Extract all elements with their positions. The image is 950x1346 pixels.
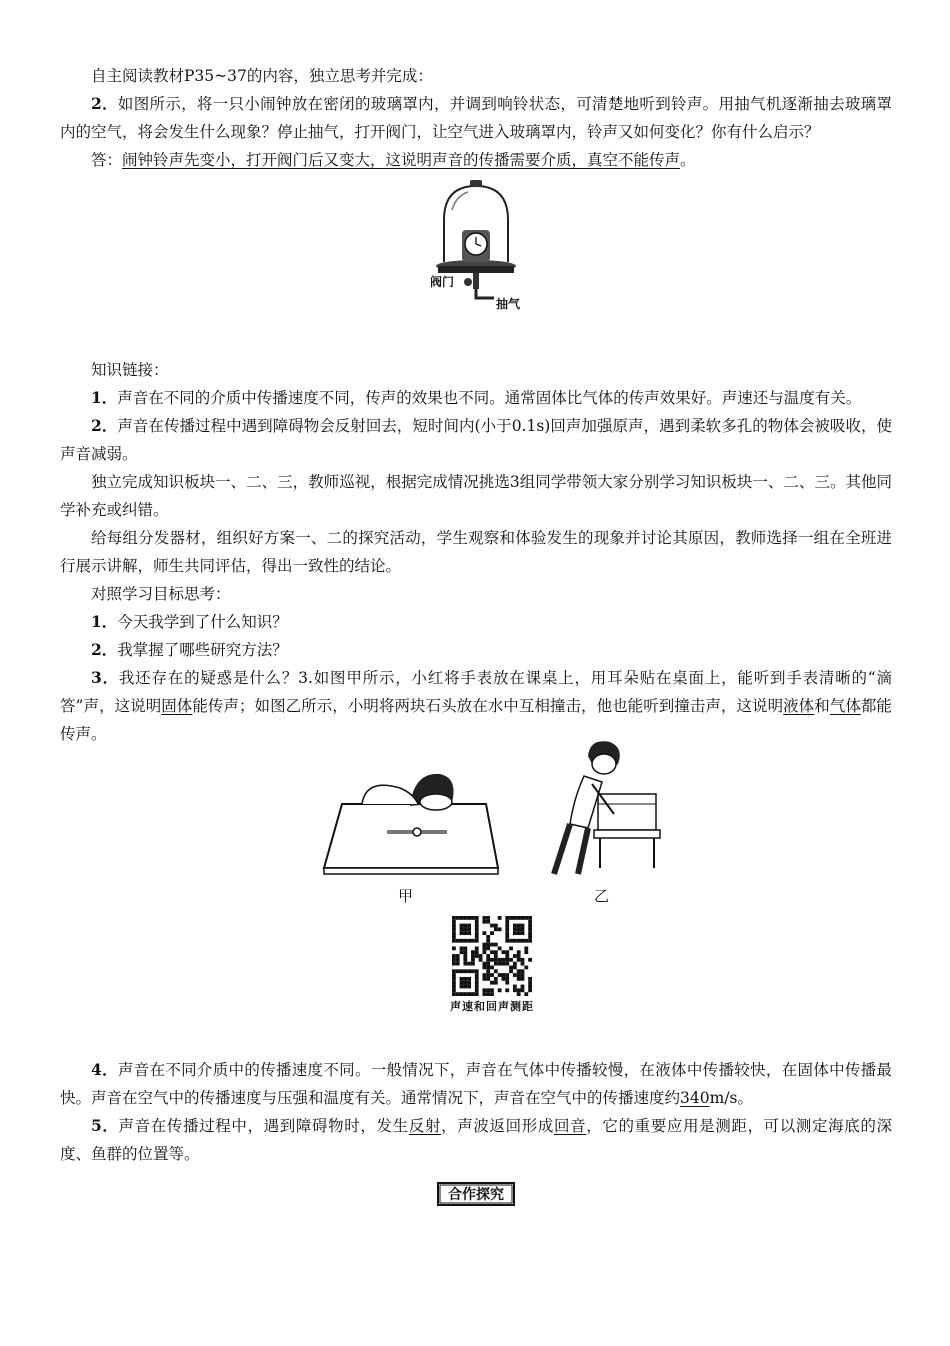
qr-module xyxy=(490,931,494,935)
qr-module xyxy=(463,977,467,981)
qr-module xyxy=(463,962,467,966)
qr-module xyxy=(494,981,498,985)
qr-code[interactable] xyxy=(452,916,532,996)
qr-module xyxy=(452,939,456,943)
qr-module xyxy=(452,981,456,985)
qr-module xyxy=(486,943,490,947)
figure-jia-caption: 甲 xyxy=(398,887,414,905)
qr-module xyxy=(460,916,464,920)
qr-module xyxy=(517,927,521,931)
qr-module xyxy=(486,916,490,920)
qr-module xyxy=(528,931,532,935)
qr-module xyxy=(482,966,486,970)
question-text: m/s。 xyxy=(709,1089,753,1107)
qr-module xyxy=(463,992,467,996)
qr-module xyxy=(490,966,494,970)
qr-module xyxy=(505,977,509,981)
qr-module xyxy=(486,962,490,966)
item-number: 1． xyxy=(91,612,118,631)
qr-module xyxy=(460,981,464,985)
qr-module xyxy=(490,950,494,954)
question-4 xyxy=(60,1056,892,1112)
question-text: 和 xyxy=(814,697,830,715)
qr-module xyxy=(498,946,502,950)
qr-module xyxy=(494,950,498,954)
qr-module xyxy=(509,966,513,970)
knowledge-item-2 xyxy=(60,412,892,468)
qr-module xyxy=(521,939,525,943)
question-number: 5． xyxy=(91,1116,119,1135)
qr-module xyxy=(452,954,456,958)
qr-module xyxy=(463,950,467,954)
answer-blank: 固体 xyxy=(161,697,193,715)
qr-module xyxy=(524,946,528,950)
qr-module xyxy=(482,962,486,966)
qr-module xyxy=(471,950,475,954)
qr-module xyxy=(528,985,532,989)
question-text: 如图所示，将一只小闹钟放在密闭的玻璃罩内，并调到响铃状态，可清楚地听到铃声。用抽气机逐渐抽去玻璃罩内的空气，将会发生什么现象？停止抽气，打开阀门，让空气进入玻璃罩内，铃声又如何变化？你有什么启示？ xyxy=(60,95,892,141)
qr-module xyxy=(460,992,464,996)
qr-module xyxy=(513,927,517,931)
qr-module xyxy=(486,958,490,962)
qr-module xyxy=(498,916,502,920)
qr-module xyxy=(463,958,467,962)
qr-module xyxy=(494,958,498,962)
qr-module xyxy=(513,924,517,928)
qr-module xyxy=(460,939,464,943)
question-number: 4． xyxy=(91,1060,118,1079)
qr-module xyxy=(528,981,532,985)
item-text: 我掌握了哪些研究方法？ xyxy=(117,641,288,659)
qr-module xyxy=(486,920,490,924)
qr-module xyxy=(502,950,506,954)
qr-module xyxy=(486,946,490,950)
reflect-item-2 xyxy=(60,636,892,664)
qr-module xyxy=(528,939,532,943)
qr-module xyxy=(528,927,532,931)
qr-module xyxy=(486,973,490,977)
qr-module xyxy=(502,958,506,962)
figure-yi-water-tank xyxy=(528,738,670,883)
qr-block xyxy=(60,916,892,1026)
qr-module xyxy=(513,916,517,920)
qr-module xyxy=(467,924,471,928)
question-5 xyxy=(60,1112,892,1168)
qr-module xyxy=(524,939,528,943)
qr-module xyxy=(517,973,521,977)
qr-module xyxy=(505,924,509,928)
qr-module xyxy=(456,962,460,966)
knowledge-heading: 知识链接： xyxy=(91,361,169,379)
item-text: 声音在传播过程中遇到障碍物会反射回去，短时间内(小于0.1s)回声加强原声，遇到柔软多孔的物体会被吸收，使声音减弱。 xyxy=(60,417,893,463)
qr-module xyxy=(460,931,464,935)
qr-module xyxy=(521,924,525,928)
question-text: 声音在传播过程中，遇到障碍物时，发生 xyxy=(118,1117,409,1135)
question-number: 2． xyxy=(91,94,118,113)
question-text: 能传声；如图乙所示，小明将两块石头放在水中互相撞击，他也能听到撞击声，这说明 xyxy=(192,697,784,715)
qr-module xyxy=(463,931,467,935)
qr-module xyxy=(456,954,460,958)
qr-module xyxy=(460,977,464,981)
qr-module xyxy=(490,973,494,977)
qr-module xyxy=(467,916,471,920)
qr-module xyxy=(475,973,479,977)
qr-module xyxy=(463,954,467,958)
qr-module xyxy=(498,962,502,966)
qr-module xyxy=(502,962,506,966)
answer-text: 闹钟铃声先变小，打开阀门后又变大，这说明声音的传播需要介质，真空不能传声 xyxy=(122,151,681,169)
qr-module xyxy=(509,939,513,943)
question-number: 3． xyxy=(91,668,119,687)
qr-module xyxy=(460,927,464,931)
qr-module xyxy=(452,992,456,996)
qr-module xyxy=(467,985,471,989)
question-2 xyxy=(60,90,892,146)
qr-module xyxy=(528,988,532,992)
qr-module xyxy=(471,954,475,958)
qr-module xyxy=(471,958,475,962)
qr-module xyxy=(524,916,528,920)
answer-2 xyxy=(60,146,892,174)
section-badge-cooperative-inquiry xyxy=(437,1182,515,1206)
qr-module xyxy=(475,992,479,996)
qr-module xyxy=(509,969,513,973)
qr-module xyxy=(486,966,490,970)
qr-module xyxy=(456,958,460,962)
qr-module xyxy=(471,992,475,996)
qr-caption: 声速和回声测距 xyxy=(450,1000,534,1013)
qr-module xyxy=(482,977,486,981)
qr-module xyxy=(521,916,525,920)
reflect-item-1 xyxy=(60,608,892,636)
qr-module xyxy=(463,924,467,928)
question-text: 都能传声。 xyxy=(60,697,892,743)
qr-module xyxy=(505,973,509,977)
qr-module xyxy=(490,943,494,947)
item-text: 今天我学到了什么知识？ xyxy=(117,613,288,631)
qr-module xyxy=(528,958,532,962)
question-text: ，声波返回形成 xyxy=(441,1117,554,1135)
qr-module xyxy=(505,954,509,958)
item-number: 2． xyxy=(91,416,118,435)
intro-line: 自主阅读教材P35~37的内容，独立思考并完成： xyxy=(91,67,433,85)
qr-module xyxy=(490,988,494,992)
qr-module xyxy=(517,916,521,920)
item-text: 声音在不同的介质中传播速度不同，传声的效果也不同。通常固体比气体的传声效果好。声速还与温度有关。 xyxy=(117,389,862,407)
qr-module xyxy=(456,916,460,920)
qr-module xyxy=(475,935,479,939)
qr-module xyxy=(475,988,479,992)
qr-module xyxy=(494,962,498,966)
qr-module xyxy=(517,992,521,996)
question-text: 我还存在的疑惑是什么？3.如图甲所示，小红将手表放在课桌上，用耳朵贴在桌面上，能听到手表清晰的“滴答”声，这说明 xyxy=(60,669,892,715)
qr-module xyxy=(467,927,471,931)
qr-module xyxy=(475,977,479,981)
question-3 xyxy=(60,664,892,748)
qr-module xyxy=(509,916,513,920)
qr-module xyxy=(505,920,509,924)
qr-module xyxy=(505,935,509,939)
qr-module xyxy=(471,969,475,973)
qr-module xyxy=(467,992,471,996)
qr-module xyxy=(521,977,525,981)
qr-module xyxy=(486,935,490,939)
paragraph-activity: 给每组分发器材，组织好方案一、二的探究活动，学生观察和体验发生的现象并讨论其原因，教师选择一组在全班进行展示讲解，师生共同评估，得出一致性的结论。 xyxy=(60,529,892,575)
qr-module xyxy=(498,958,502,962)
qr-module xyxy=(494,977,498,981)
qr-module xyxy=(524,950,528,954)
qr-module xyxy=(521,958,525,962)
qr-module xyxy=(482,916,486,920)
qr-module xyxy=(528,920,532,924)
qr-module xyxy=(521,988,525,992)
qr-module xyxy=(479,958,483,962)
section-badge-text: 合作探究 xyxy=(448,1187,504,1203)
qr-module xyxy=(460,946,464,950)
qr-module xyxy=(524,992,528,996)
qr-module xyxy=(517,988,521,992)
qr-module xyxy=(456,992,460,996)
qr-module xyxy=(482,950,486,954)
qr-module xyxy=(521,927,525,931)
qr-module xyxy=(467,981,471,985)
qr-module xyxy=(505,988,509,992)
qr-module xyxy=(505,950,509,954)
qr-module xyxy=(452,969,456,973)
qr-module xyxy=(471,962,475,966)
answer-end: 。 xyxy=(680,151,696,169)
qr-module xyxy=(524,966,528,970)
qr-module xyxy=(505,939,509,943)
qr-module xyxy=(513,954,517,958)
qr-module xyxy=(521,973,525,977)
qr-module xyxy=(513,985,517,989)
qr-module xyxy=(505,962,509,966)
qr-module xyxy=(463,985,467,989)
qr-module xyxy=(498,973,502,977)
qr-module xyxy=(528,916,532,920)
qr-module xyxy=(463,916,467,920)
qr-module xyxy=(452,924,456,928)
qr-module xyxy=(486,969,490,973)
qr-module xyxy=(521,962,525,966)
qr-module xyxy=(452,985,456,989)
qr-module xyxy=(475,924,479,928)
question-text: ，它的重要应用是测距，可以测定海底的深度、鱼群的位置等。 xyxy=(60,1117,892,1163)
qr-module xyxy=(452,946,456,950)
qr-module xyxy=(528,924,532,928)
qr-module xyxy=(452,973,456,977)
qr-module xyxy=(490,958,494,962)
qr-module xyxy=(486,988,490,992)
qr-module xyxy=(494,969,498,973)
qr-module xyxy=(517,954,521,958)
qr-module xyxy=(486,992,490,996)
qr-module xyxy=(467,931,471,935)
sound-experiment-figures xyxy=(60,766,892,906)
qr-module xyxy=(486,954,490,958)
qr-module xyxy=(452,935,456,939)
qr-module xyxy=(509,946,513,950)
qr-module xyxy=(475,954,479,958)
qr-module xyxy=(475,927,479,931)
answer-blank: 气体 xyxy=(829,697,861,715)
qr-module xyxy=(505,916,509,920)
valve-label: 阀门 xyxy=(430,275,455,289)
qr-module xyxy=(475,946,479,950)
qr-module xyxy=(494,954,498,958)
qr-module xyxy=(482,920,486,924)
qr-module xyxy=(475,939,479,943)
qr-module xyxy=(517,924,521,928)
qr-module xyxy=(490,981,494,985)
qr-module xyxy=(452,977,456,981)
qr-module xyxy=(502,973,506,977)
qr-module xyxy=(467,977,471,981)
qr-module xyxy=(452,920,456,924)
qr-module xyxy=(494,943,498,947)
qr-module xyxy=(505,958,509,962)
qr-module xyxy=(498,927,502,931)
qr-module xyxy=(513,931,517,935)
qr-module xyxy=(513,973,517,977)
qr-module xyxy=(463,981,467,985)
qr-module xyxy=(463,939,467,943)
qr-module xyxy=(482,943,486,947)
qr-module xyxy=(490,924,494,928)
qr-module xyxy=(460,924,464,928)
qr-module xyxy=(517,931,521,935)
qr-module xyxy=(475,931,479,935)
qr-module xyxy=(517,977,521,981)
qr-module xyxy=(475,920,479,924)
qr-module xyxy=(482,946,486,950)
qr-module xyxy=(460,985,464,989)
qr-module xyxy=(467,969,471,973)
qr-module xyxy=(505,927,509,931)
qr-module xyxy=(490,992,494,996)
qr-module xyxy=(452,931,456,935)
qr-module xyxy=(456,939,460,943)
paragraph-tasks: 独立完成知识板块一、二、三，教师巡视，根据完成情况挑选3组同学带领大家分别学习知识板块一、二、三。其他同学补充或纠错。 xyxy=(60,473,892,519)
qr-module xyxy=(475,950,479,954)
qr-module xyxy=(505,931,509,935)
qr-module xyxy=(475,981,479,985)
qr-module xyxy=(463,927,467,931)
qr-module xyxy=(486,939,490,943)
qr-module xyxy=(452,962,456,966)
qr-module xyxy=(482,992,486,996)
qr-module xyxy=(513,966,517,970)
qr-module xyxy=(528,935,532,939)
qr-module xyxy=(475,916,479,920)
qr-module xyxy=(486,977,490,981)
pump-label: 抽气 xyxy=(496,297,521,311)
item-number: 2． xyxy=(91,640,118,659)
worksheet-page xyxy=(60,62,892,1206)
qr-module xyxy=(505,981,509,985)
qr-module xyxy=(521,985,525,989)
qr-module xyxy=(521,969,525,973)
qr-module xyxy=(521,931,525,935)
qr-module xyxy=(463,946,467,950)
qr-module xyxy=(460,969,464,973)
qr-module xyxy=(517,950,521,954)
reflect-heading: 对照学习目标思考： xyxy=(91,585,231,603)
answer-blank: 回音 xyxy=(553,1117,587,1135)
answer-prefix: 答： xyxy=(91,151,123,169)
qr-module xyxy=(467,939,471,943)
qr-module xyxy=(452,916,456,920)
qr-module xyxy=(471,939,475,943)
qr-module xyxy=(482,931,486,935)
qr-module xyxy=(494,927,498,931)
qr-module xyxy=(463,969,467,973)
qr-module xyxy=(475,985,479,989)
figure-yi-caption: 乙 xyxy=(594,887,610,905)
qr-module xyxy=(471,916,475,920)
question-text: 声音在不同介质中的传播速度不同。一般情况下，声音在气体中传播较慢，在液体中传播较快，在固体中传播最快。声音在空气中的传播速度与压强和温度有关。通常情况下，声音在空气中的传播速度约 xyxy=(60,1061,892,1107)
qr-module xyxy=(452,927,456,931)
qr-module xyxy=(498,988,502,992)
knowledge-item-1 xyxy=(60,384,892,412)
qr-module xyxy=(509,958,513,962)
qr-module xyxy=(456,969,460,973)
qr-module xyxy=(460,950,464,954)
qr-module xyxy=(467,962,471,966)
answer-blank: 340 xyxy=(680,1089,710,1107)
qr-module xyxy=(517,969,521,973)
answer-blank: 反射 xyxy=(408,1117,442,1135)
qr-module xyxy=(528,977,532,981)
figure-jia-table xyxy=(322,766,502,881)
qr-module xyxy=(479,954,483,958)
qr-module xyxy=(517,939,521,943)
qr-module xyxy=(513,962,517,966)
qr-module xyxy=(482,988,486,992)
qr-module xyxy=(475,969,479,973)
qr-module xyxy=(482,973,486,977)
bell-jar-figure xyxy=(416,180,536,320)
qr-module xyxy=(513,988,517,992)
qr-module xyxy=(452,988,456,992)
item-number: 1． xyxy=(91,388,118,407)
qr-module xyxy=(452,958,456,962)
qr-module xyxy=(502,977,506,981)
qr-module xyxy=(513,939,517,943)
answer-blank: 液体 xyxy=(783,697,815,715)
qr-module xyxy=(494,924,498,928)
qr-module xyxy=(517,958,521,962)
